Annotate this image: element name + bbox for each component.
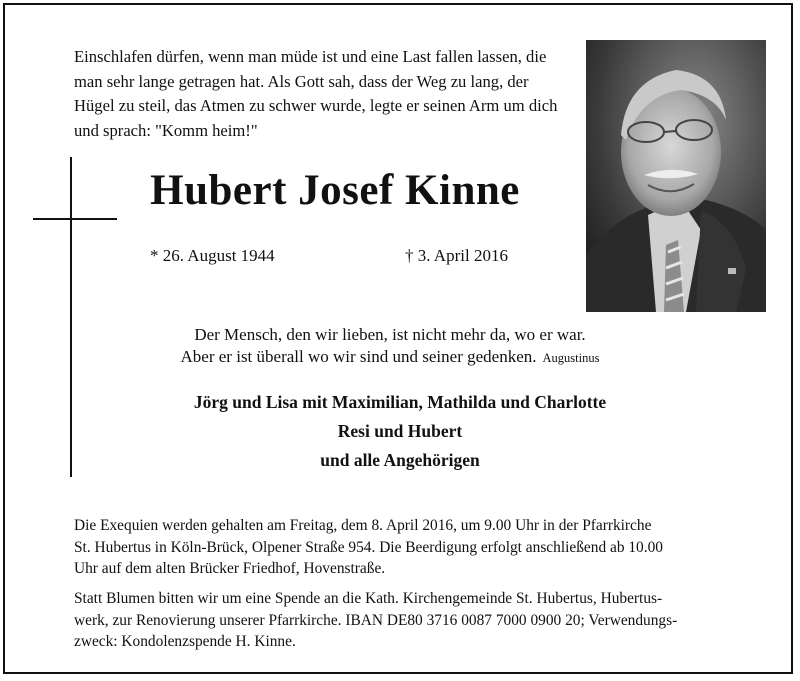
portrait-photo xyxy=(586,40,766,312)
motto-line: Der Mensch, den wir lieben, ist nicht mehr da, wo er war. xyxy=(194,325,586,344)
donation-line: zweck: Kondolenzspende H. Kinne. xyxy=(74,633,296,650)
donation-line: Statt Blumen bitten wir um eine Spende an die Kath. Kirchengemeinde St. Hubertus, Hubertus- xyxy=(74,590,663,607)
motto-author: Augustinus xyxy=(542,351,600,365)
motto-line: Aber er ist überall wo wir sind und seiner gedenken. xyxy=(180,347,537,366)
mourner-line: Jörg und Lisa mit Maximilian, Mathilda und Charlotte xyxy=(193,392,607,412)
quote-line: und sprach: "Komm heim!" xyxy=(74,120,258,140)
death-date: † 3. April 2016 xyxy=(405,246,508,265)
cross-vertical-bar xyxy=(70,157,72,477)
funeral-line: Die Exequien werden gehalten am Freitag, dem 8. April 2016, um 9.00 Uhr in der Pfarrkirche xyxy=(74,517,652,534)
donation-request xyxy=(74,588,774,653)
funeral-details xyxy=(74,515,774,580)
donation-line: werk, zur Renovierung unserer Pfarrkirche. IBAN DE80 3716 0087 7000 0900 20; Verwendungs- xyxy=(74,611,678,629)
mourners-list xyxy=(120,388,680,475)
quote-line: Einschlafen dürfen, wenn man müde ist und eine Last fallen lassen, die xyxy=(74,47,547,66)
opening-quote xyxy=(74,45,584,143)
quote-line: Hügel zu steil, das Atmen zu schwer wurde, legte er seinen Arm um dich xyxy=(74,96,558,115)
motto-line-with-author xyxy=(100,346,680,369)
funeral-line: St. Hubertus in Köln-Brück, Olpener Straße 954. Die Beerdigung erfolgt anschließend ab 10.00 xyxy=(74,538,663,556)
mourner-line: und alle Angehörigen xyxy=(320,450,480,470)
cross-horizontal-bar xyxy=(33,218,117,220)
memorial-motto xyxy=(100,324,680,369)
birth-date: * 26. August 1944 xyxy=(150,246,275,265)
quote-line: man sehr lange getragen hat. Als Gott sah, dass der Weg zu lang, der xyxy=(74,71,529,91)
funeral-line: Uhr auf dem alten Brücker Friedhof, Hovenstraße. xyxy=(74,560,386,577)
deceased-name: Hubert Josef Kinne xyxy=(150,167,520,214)
mourner-line: Resi und Hubert xyxy=(337,421,463,441)
